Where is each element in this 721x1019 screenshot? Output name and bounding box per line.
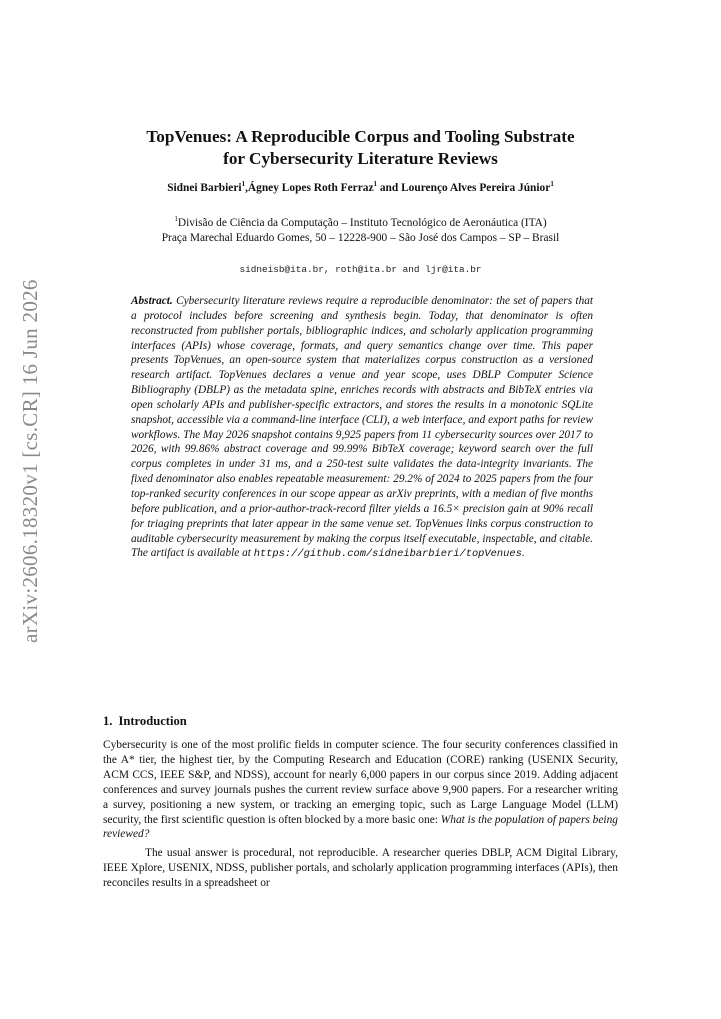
section-heading-introduction (103, 714, 187, 729)
section-number: 1. (103, 714, 113, 728)
abstract-end: . (521, 547, 525, 560)
affiliation-line-2: Praça Marechal Eduardo Gomes, 50 – 12228-900 – São José dos Campos – SP – Brasil (161, 232, 560, 244)
introduction-body (103, 738, 618, 891)
title-line-2: for Cybersecurity Literature Reviews (223, 149, 498, 168)
abstract (131, 294, 593, 562)
affiliation-line-1 (90, 216, 631, 231)
paragraph-1-question: What is the population of papers being reviewed? (103, 813, 618, 841)
affiliation-mark: 1 (174, 215, 178, 224)
author-2-affiliation-mark: 1 (373, 180, 378, 189)
affiliation-institution: Divisão de Ciência da Computação – Instituto Tecnológico de Aeronáutica (ITA) (177, 217, 547, 229)
author-list (90, 181, 631, 196)
abstract-label: Abstract. (131, 295, 173, 307)
author-3: Lourenço Alves Pereira Júnior (401, 182, 551, 194)
affiliation (90, 216, 631, 246)
author-3-affiliation-mark: 1 (550, 180, 554, 189)
introduction-paragraph-2: The usual answer is procedural, not reproducible. A researcher queries DBLP, ACM Digital Library, IEEE Xplore, USENIX, NDSS, publisher portals, and scholarly application programming interfaces (APIs), then reconciles results in a spreadsheet or (103, 847, 618, 890)
author-2: Ágney Lopes Roth Ferraz (247, 182, 374, 194)
abstract-text: Cybersecurity literature reviews require a reproducible denominator: the set of papers that a protocol includes before screening and synthesis begin. Today, that denominator is often reconstructed from publisher portals, bibliographic indices, and scholarly application programming interfaces (APIs) whose coverage, formats, and query semantics change over time. This paper presents TopVenues, an open-source system that materializes corpus construction as a versioned research artifact. TopVenues declares a venue and year scope, uses DBLP Computer Science Bibliography (DBLP) as the metadata spine, enriches records with abstracts and BibTeX entries via open scholarly APIs and publisher-specific extractors, and stores the results in a monotonic SQLite snapshot, accessible via a command-line interface (CLI), a web interface, and export paths for review workflows. The May 2026 snapshot contains 9,925 papers from 11 cybersecurity sources over 2017 to 2026, with 99.86% abstract coverage and 99.99% BibTeX coverage; keyword search over the full corpus completes in under 31 ms, and a 250-test suite validates the data-integrity invariants. The fixed denominator also enables repeatable measurement: 29.2% of 2024 to 2025 papers from the four top-ranked security conferences in our scope appear as arXiv preprints, with a median of five months before publication, and a prior-author-track-record filter yields a 16.5× precision gain at 90% recall for triaging preprints that later appear in the same venue set. TopVenues links corpus construction to auditable cybersecurity measurement by making the corpus itself executable, inspectable, and citable. The artifact is available at (131, 295, 594, 560)
author-separator-comma: , (245, 182, 248, 194)
arxiv-identifier: arXiv:2606.18320v1 [cs.CR] 16 Jun 2026 (18, 279, 42, 643)
paper-title (100, 126, 621, 170)
author-emails: sidneisb@ita.br, roth@ita.br and ljr@ita.br (239, 264, 482, 275)
author-1: Sidnei Barbieri (167, 182, 242, 194)
section-title: Introduction (118, 714, 187, 728)
artifact-link[interactable]: https://github.com/sidneibarbieri/topVenues (253, 548, 522, 561)
author-separator-and: and (377, 182, 402, 194)
introduction-paragraph-1 (103, 738, 618, 842)
paragraph-1-text: Cybersecurity is one of the most prolific fields in computer science. The four security conferences classified in the A* tier, the highest tier, by the Computing Research and Education (CORE) ranking (USENIX Security, ACM CCS, IEEE S&P, and NDSS), account for nearly 6,000 papers in our corpus since 2019. Adding adjacent conferences and survey journals pushes the current review surface above 9,900 papers. For a researcher writing a survey, positioning a new system, or tracking an emerging topic, such as Large Language Model (LLM) security, the first scientific question is often blocked by a more basic one: (103, 739, 618, 826)
author-1-affiliation-mark: 1 (241, 180, 246, 189)
title-line-1: TopVenues: A Reproducible Corpus and Tooling Substrate (146, 127, 575, 146)
